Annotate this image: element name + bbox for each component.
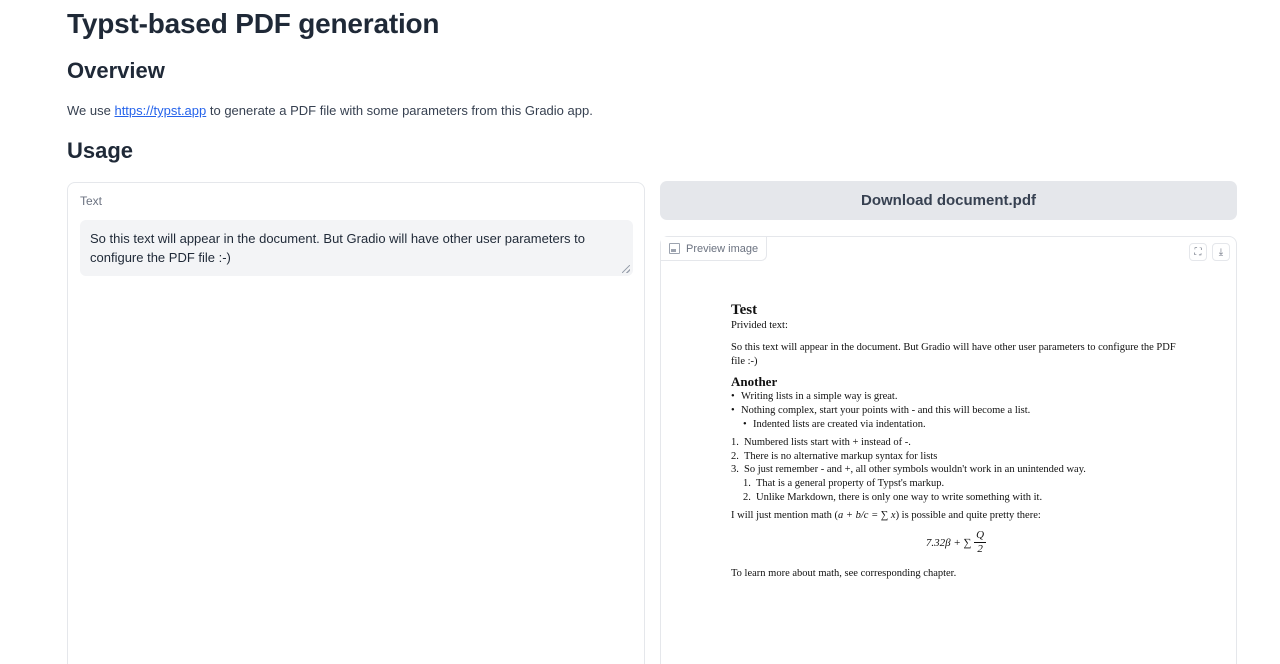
doc-numbered-item: 1. Numbered lists start with + instead of -. <box>731 436 911 448</box>
resize-handle-icon[interactable] <box>622 265 630 273</box>
doc-section-heading: Another <box>731 374 778 390</box>
text-input-label: Text <box>80 194 103 208</box>
doc-nested-bullet: • Indented lists are created via indentation. <box>743 418 926 430</box>
doc-math-intro: I will just mention math (a + b/c = ∑ x) is possible and quite pretty there: <box>731 509 1041 521</box>
doc-math-display: 7.32β + ∑ $\frac{Q}{2}$ <box>925 528 985 556</box>
typst-link[interactable]: https://typst.app <box>114 103 207 118</box>
doc-nested-numbered-item: 2. Unlike Markdown, there is only one way to write something with it. <box>743 491 1043 503</box>
preview-image-tag <box>661 237 767 261</box>
text-input[interactable] <box>80 220 633 276</box>
overview-paragraph <box>67 103 593 118</box>
download-image-button[interactable] <box>1212 243 1230 261</box>
doc-nested-numbered-item: 1. That is a general property of Typst's markup. <box>743 478 945 490</box>
download-icon: ⤓ <box>1218 246 1224 258</box>
doc-title: Test <box>731 302 758 318</box>
fullscreen-button[interactable] <box>1189 243 1207 261</box>
download-button[interactable]: Download document.pdf <box>660 181 1237 220</box>
overview-heading: Overview <box>67 58 165 83</box>
document-preview <box>731 301 1181 581</box>
doc-provided-label: Privided text: <box>731 320 788 331</box>
doc-bullet: • Writing lists in a simple way is great. <box>731 391 898 403</box>
doc-numbered-item: 3. So just remember - and +, all other symbols wouldn't work in an unintended way. <box>731 464 1086 476</box>
fullscreen-icon: ⛶ <box>1194 246 1202 258</box>
doc-numbered-item: 2. There is no alternative markup syntax for lists <box>731 450 938 462</box>
overview-text-before: We use <box>67 103 111 118</box>
image-icon <box>669 243 680 254</box>
page-title: Typst-based PDF generation <box>67 8 440 39</box>
preview-image-label: Preview image <box>686 242 759 255</box>
preview-image-panel <box>660 236 1237 664</box>
text-input-panel <box>67 182 645 664</box>
doc-outro: To learn more about math, see corresponding chapter. <box>731 568 957 580</box>
usage-heading: Usage <box>67 138 134 163</box>
overview-text-after: to generate a PDF file with some parameters from this Gradio app. <box>209 103 593 118</box>
text-input-value: So this text will appear in the document. But Gradio will have other user parameters to configure the PDF file :-) <box>90 231 585 265</box>
doc-bullet: • Nothing complex, start your points with - and this will become a list. <box>731 405 1031 417</box>
doc-provided-text: So this text will appear in the document. But Gradio will have other user parameters to configure the PDF file :-) <box>731 341 1176 367</box>
